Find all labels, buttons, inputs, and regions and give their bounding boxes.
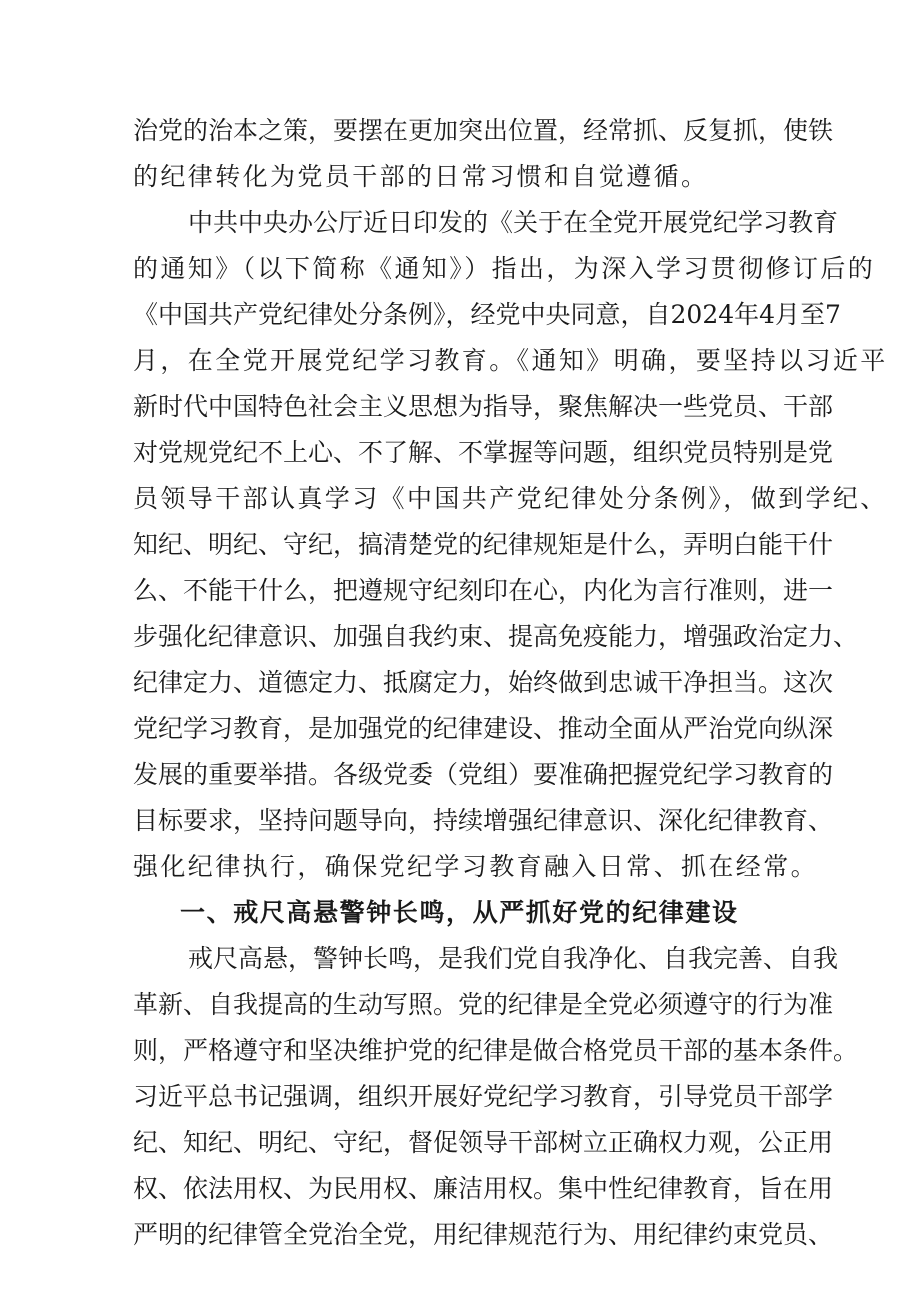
text-line xyxy=(0,1212,920,1258)
line-text: 《中国共产党纪律处分条例》，经党中央同意，自2024年4月至7 xyxy=(133,300,841,329)
line-text: 革新、自我提高的生动写照。党的纪律是全党必须遵守的行为准 xyxy=(133,990,834,1019)
line-text: 治党的治本之策，要摆在更加突出位置，经常抓、反复抓，使铁 xyxy=(133,116,834,145)
line-text: 步强化纪律意识、加强自我约束、提高免疫能力，增强政治定力、 xyxy=(133,622,859,651)
line-text: 知纪、明纪、守纪，搞清楚党的纪律规矩是什么，弄明白能干什 xyxy=(133,530,834,559)
text-line xyxy=(0,568,920,614)
line-text: 么、不能干什么，把遵规守纪刻印在心，内化为言行准则，进一 xyxy=(133,576,834,605)
text-line xyxy=(0,476,920,522)
text-line xyxy=(0,522,920,568)
line-text: 纪律定力、道德定力、抵腐定力，始终做到忠诚干净担当。这次 xyxy=(133,668,834,697)
line-text: 则，严格遵守和坚决维护党的纪律是做合格党员干部的基本条件。 xyxy=(133,1036,859,1065)
text-line xyxy=(0,154,920,200)
text-line xyxy=(0,1028,920,1074)
line-text: 发展的重要举措。各级党委（党组）要准确把握党纪学习教育的 xyxy=(133,760,834,789)
text-line xyxy=(0,1120,920,1166)
text-line xyxy=(0,384,920,430)
line-text: 的通知》（以下简称《通知》）指出，为深入学习贯彻修订后的 xyxy=(133,254,876,283)
line-text: 习近平总书记强调，组织开展好党纪学习教育，引导党员干部学 xyxy=(133,1082,834,1111)
text-line xyxy=(0,338,920,384)
text-line xyxy=(0,660,920,706)
text-line xyxy=(0,1166,920,1212)
text-line xyxy=(0,614,920,660)
text-line xyxy=(0,798,920,844)
text-line xyxy=(0,1074,920,1120)
text-line xyxy=(0,706,920,752)
section-heading-text: 一、戒尺高悬警钟长鸣，从严抓好党的纪律建设 xyxy=(180,898,739,927)
line-text: 月，在全党开展党纪学习教育。《通知》明确，要坚持以习近平 xyxy=(133,346,888,375)
section-heading xyxy=(0,890,920,936)
text-line xyxy=(0,844,920,890)
text-line xyxy=(0,108,920,154)
text-line xyxy=(0,292,920,338)
line-text: 中共中央办公厅近日印发的《关于在全党开展党纪学习教育 xyxy=(188,208,839,237)
line-text: 目标要求，坚持问题导向，持续增强纪律意识、深化纪律教育、 xyxy=(133,806,834,835)
line-text: 戒尺高悬，警钟长鸣，是我们党自我净化、自我完善、自我 xyxy=(188,944,839,973)
paragraph-first-line xyxy=(0,936,920,982)
line-text: 权、依法用权、为民用权、廉洁用权。集中性纪律教育，旨在用 xyxy=(133,1174,834,1203)
text-line xyxy=(0,982,920,1028)
text-line xyxy=(0,430,920,476)
line-text: 强化纪律执行，确保党纪学习教育融入日常、抓在经常。 xyxy=(133,852,819,881)
line-text: 严明的纪律管全党治全党，用纪律规范行为、用纪律约束党员、 xyxy=(133,1220,834,1249)
line-text: 纪、知纪、明纪、守纪，督促领导干部树立正确权力观，公正用 xyxy=(133,1128,834,1157)
line-text: 员领导干部认真学习《中国共产党纪律处分条例》，做到学纪、 xyxy=(133,484,888,513)
line-text: 党纪学习教育，是加强党的纪律建设、推动全面从严治党向纵深 xyxy=(133,714,834,743)
line-text: 的纪律转化为党员干部的日常习惯和自觉遵循。 xyxy=(133,162,709,191)
paragraph-first-line xyxy=(0,200,920,246)
text-line xyxy=(0,246,920,292)
line-text: 新时代中国特色社会主义思想为指导，聚焦解决一些党员、干部 xyxy=(133,392,834,421)
line-text: 对党规党纪不上心、不了解、不掌握等问题，组织党员特别是党 xyxy=(133,438,834,467)
text-line xyxy=(0,752,920,798)
